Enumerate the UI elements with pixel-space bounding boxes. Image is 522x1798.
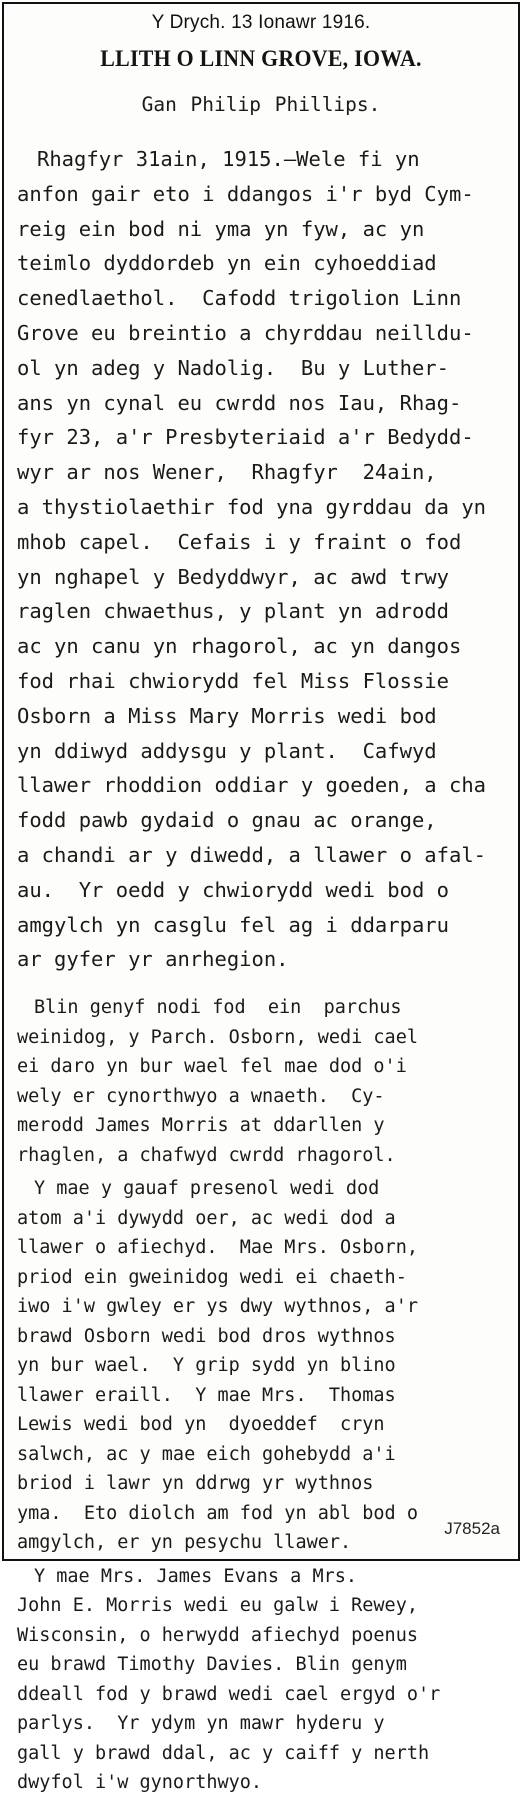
paragraph-3 [4,1174,518,1558]
paragraph-4 [4,1562,518,1798]
text-line: ddeall fod y brawd wedi cael ergyd o'r [17,1683,441,1705]
text-line: yn bur wael. Y grip sydd yn blino [17,1355,396,1377]
text-line: yn ddiwyd addysgu y plant. Cafwyd [17,738,437,763]
text-line: salwch, ac y mae eich gohebydd a'i [17,1443,396,1465]
text-line: Lewis wedi bod yn dyoeddef cryn [17,1414,385,1436]
text-line: teimlo dyddordeb yn ein cyhoeddiad [17,251,437,276]
text-line: priod ein gweinidog wedi ei chaeth- [17,1266,407,1288]
text-line: anfon gair eto i ddangos i'r byd Cym- [17,181,474,206]
text-line: Y mae Mrs. James Evans a Mrs. [34,1565,358,1587]
text-line: Blin genyf nodi fod ein parchus [34,997,402,1019]
text-line: parlys. Yr ydym yn mawr hyderu y [17,1713,385,1735]
text-line: llawer eraill. Y mae Mrs. Thomas [17,1384,396,1406]
text-line: yma. Eto diolch am fod yn abl bod o [17,1502,418,1524]
text-line: Rhagfyr 31ain, 1915.—Wele fi yn [37,147,420,171]
text-line: fyr 23, a'r Presbyteriaid a'r Bedydd- [17,425,474,450]
text-line: wely er cynorthwyo a wnaeth. Cy- [17,1085,385,1107]
text-line: llawer o afiechyd. Mae Mrs. Osborn, [17,1237,418,1259]
text-line: fodd pawb gydaid o gnau ac orange, [17,808,437,833]
text-line: gall y brawd ddal, ac y caiff y nerth [17,1742,430,1764]
text-line: ac yn canu yn rhagorol, ac yn dangos [17,634,462,659]
clipping-frame [2,2,520,1794]
text-line: mhob capel. Cefais i y fraint o fod [17,529,462,554]
text-line: amgylch yn casglu fel ag i ddarparu [17,912,449,937]
source-caption: Y Drych. 13 Ionawr 1916. [151,12,371,33]
text-line: a chandi ar y diwedd, a llawer o afal- [17,842,486,867]
text-line: cenedlaethol. Cafodd trigolion Linn [17,286,462,311]
byline: Gan Philip Phillips. [141,93,381,116]
headline: LLITH O LINN GROVE, IOWA. [100,46,422,72]
text-line: Osborn a Miss Mary Morris wedi bod [17,703,437,728]
text-line: Y mae y gauaf presenol wedi dod [34,1178,380,1200]
text-line: merodd James Morris at ddarllen y [17,1115,385,1137]
text-line: yn nghapel y Bedyddwyr, ac awd trwy [17,564,449,589]
text-line: ar gyfer yr anrhegion. [17,947,289,972]
text-line: briod i lawr yn ddrwg yr wythnos [17,1473,374,1495]
text-line: au. Yr oedd y chwiorydd wedi bod o [17,877,449,902]
text-line: ol yn adeg y Nadolig. Bu y Luther- [17,355,449,380]
text-line: fod rhai chwiorydd fel Miss Flossie [17,668,449,693]
text-line: reig ein bod ni yma yn fyw, ac yn [17,216,425,241]
text-line: iwo i'w gwley er ys dwy wythnos, a'r [17,1296,418,1318]
text-line: a thystiolaethir fod yna gyrddau da yn [17,494,486,519]
paragraph-2 [4,993,518,1170]
text-line: Grove eu breintio a chyrddau neilldu- [17,320,474,345]
text-line: wyr ar nos Wener, Rhagfyr 24ain, [17,460,437,485]
text-line: atom a'i dywydd oer, ac wedi dod a [17,1207,396,1229]
paragraph-1 [4,142,518,977]
text-line: raglen chwaethus, y plant yn adrodd [17,599,449,624]
text-line: llawer rhoddion oddiar y goeden, a cha [17,773,486,798]
text-line: rhaglen, a chafwyd cwrdd rhagorol. [17,1144,396,1166]
text-line: dwyfol i'w gynorthwyo. [17,1772,263,1794]
article-body [4,142,518,1798]
text-line: weinidog, y Parch. Osborn, wedi cael [17,1026,418,1048]
text-line: ans yn cynal eu cwrdd nos Iau, Rhag- [17,390,462,415]
text-line: ei daro yn bur wael fel mae dod o'i [17,1056,407,1078]
text-line: amgylch, er yn pesychu llawer. [17,1532,352,1554]
text-line: brawd Osborn wedi bod dros wythnos [17,1325,396,1347]
text-line: eu brawd Timothy Davies. Blin genym [17,1654,407,1676]
reference-code: J7852a [444,1519,500,1538]
text-line: Wisconsin, o herwydd afiechyd poenus [17,1624,418,1646]
text-line: John E. Morris wedi eu galw i Rewey, [17,1595,418,1617]
